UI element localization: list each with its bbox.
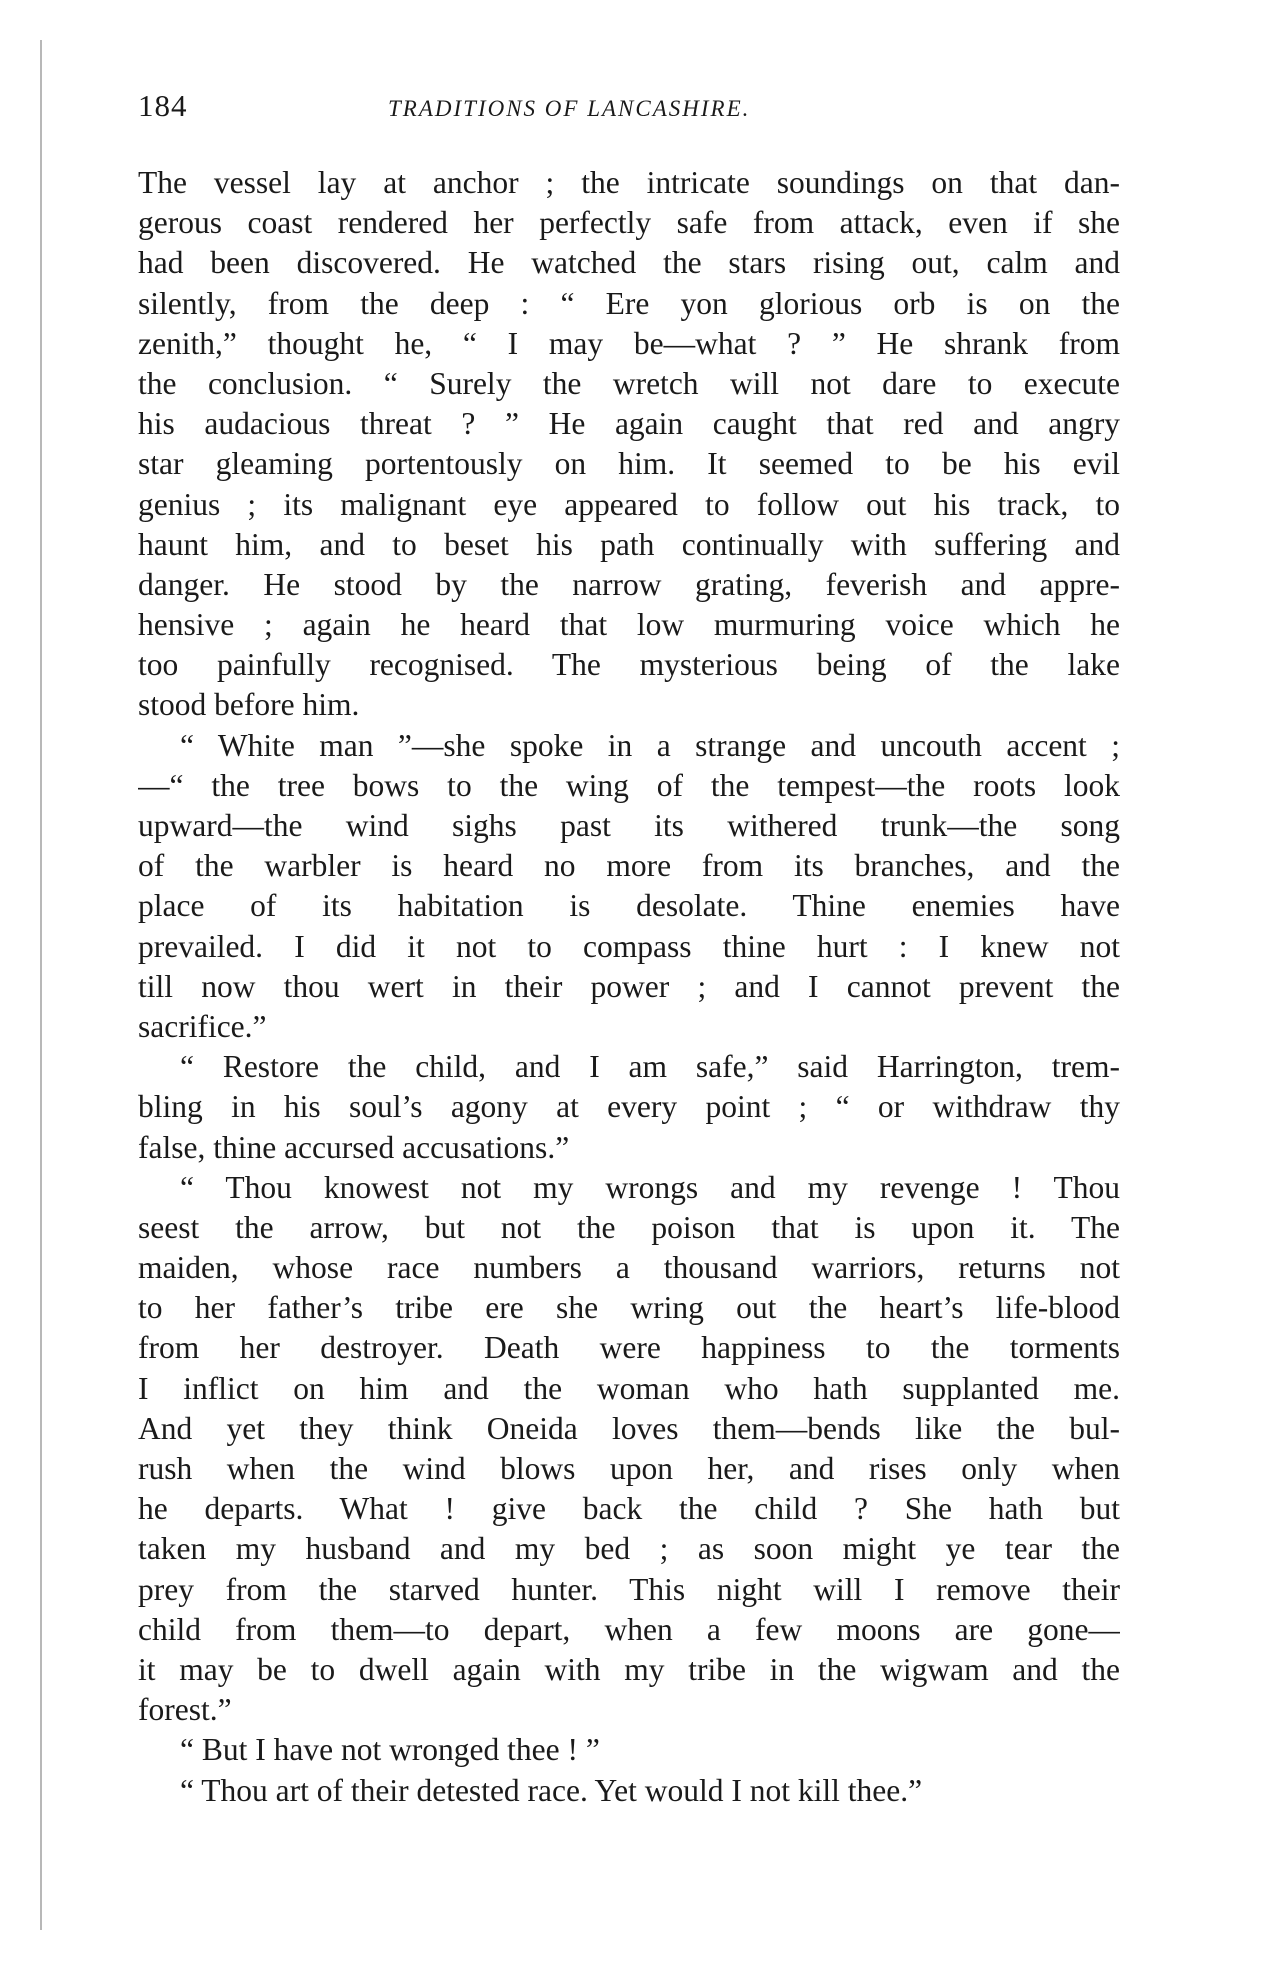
text-line: had been discovered. He watched the stars rising out, calm and [138, 245, 1120, 281]
text-line: stood before him. [138, 687, 360, 723]
text-line: forest.” [138, 1692, 232, 1728]
text-line: false, thine accursed accusations.” [138, 1129, 570, 1165]
text-line: from her destroyer. Death were happiness to the torments [138, 1330, 1120, 1366]
text-line: taken my husband and my bed ; as soon might ye tear the [138, 1531, 1120, 1567]
page-number: 184 [138, 88, 188, 123]
page-header [138, 88, 1138, 138]
text-line: danger. He stood by the narrow grating, feverish and appre- [138, 566, 1120, 602]
text-line: I inflict on him and the woman who hath supplanted me. [138, 1370, 1120, 1406]
text-line: “ Restore the child, and I am safe,” said Harrington, trem- [180, 1049, 1120, 1085]
text-line: rush when the wind blows upon her, and rises only when [138, 1451, 1120, 1486]
text-line: The vessel lay at anchor ; the intricate soundings on that dan- [138, 165, 1120, 200]
text-line: “ Thou knowest not my wrongs and my revenge ! Thou [180, 1169, 1120, 1205]
text-line: sacrifice.” [138, 1008, 267, 1044]
text-line: silently, from the deep : “ Ere yon glorious orb is on the [138, 285, 1120, 321]
text-line: seest the arrow, but not the poison that is upon it. The [138, 1209, 1120, 1245]
text-line: till now thou wert in their power ; and I cannot prevent the [138, 968, 1120, 1004]
text-line: —“ the tree bows to the wing of the tempest—the roots look [138, 767, 1120, 803]
text-line: star gleaming portentously on him. It seemed to be his evil [138, 446, 1120, 482]
text-line: maiden, whose race numbers a thousand warriors, returns not [138, 1250, 1120, 1286]
text-line: place of its habitation is desolate. Thine enemies have [138, 888, 1120, 924]
text-line: too painfully recognised. The mysterious being of the lake [138, 647, 1120, 683]
text-line: genius ; its malignant eye appeared to follow out his track, to [138, 486, 1120, 522]
text-line: And yet they think Oneida loves them—bends like the bul- [138, 1410, 1120, 1446]
text-line: “ Thou art of their detested race. Yet would I not kill thee.” [180, 1772, 923, 1808]
text-line: gerous coast rendered her perfectly safe from attack, even if she [138, 205, 1120, 241]
page-binding-edge [40, 40, 42, 1930]
text-line: prevailed. I did it not to compass thine hurt : I knew not [138, 928, 1120, 964]
text-line: of the warbler is heard no more from its branches, and the [138, 848, 1120, 884]
text-line: prey from the starved hunter. This night will I remove their [138, 1571, 1120, 1607]
text-line: “ White man ”—she spoke in a strange and uncouth accent ; [180, 727, 1120, 763]
text-line: upward—the wind sighs past its withered trunk—the song [138, 808, 1120, 843]
text-line: it may be to dwell again with my tribe in the wigwam and the [138, 1651, 1120, 1687]
text-line: his audacious threat ? ” He again caught that red and angry [138, 406, 1120, 442]
text-line: “ But I have not wronged thee ! ” [180, 1732, 600, 1768]
text-line: the conclusion. “ Surely the wretch will not dare to execute [138, 365, 1120, 401]
text-line: haunt him, and to beset his path continually with suffering and [138, 526, 1120, 562]
text-line: he departs. What ! give back the child ? She hath but [138, 1491, 1120, 1527]
text-line: to her father’s tribe ere she wring out the heart’s life-blood [138, 1290, 1120, 1326]
body-text [138, 163, 1120, 1811]
running-title: TRADITIONS OF LANCASHIRE. [388, 96, 751, 121]
text-line: child from them—to depart, when a few moons are gone— [138, 1611, 1120, 1647]
text-line: bling in his soul’s agony at every point ; “ or withdraw thy [138, 1089, 1120, 1125]
text-line: zenith,” thought he, “ I may be—what ? ” He shrank from [138, 325, 1120, 361]
text-line: hensive ; again he heard that low murmuring voice which he [138, 607, 1120, 643]
